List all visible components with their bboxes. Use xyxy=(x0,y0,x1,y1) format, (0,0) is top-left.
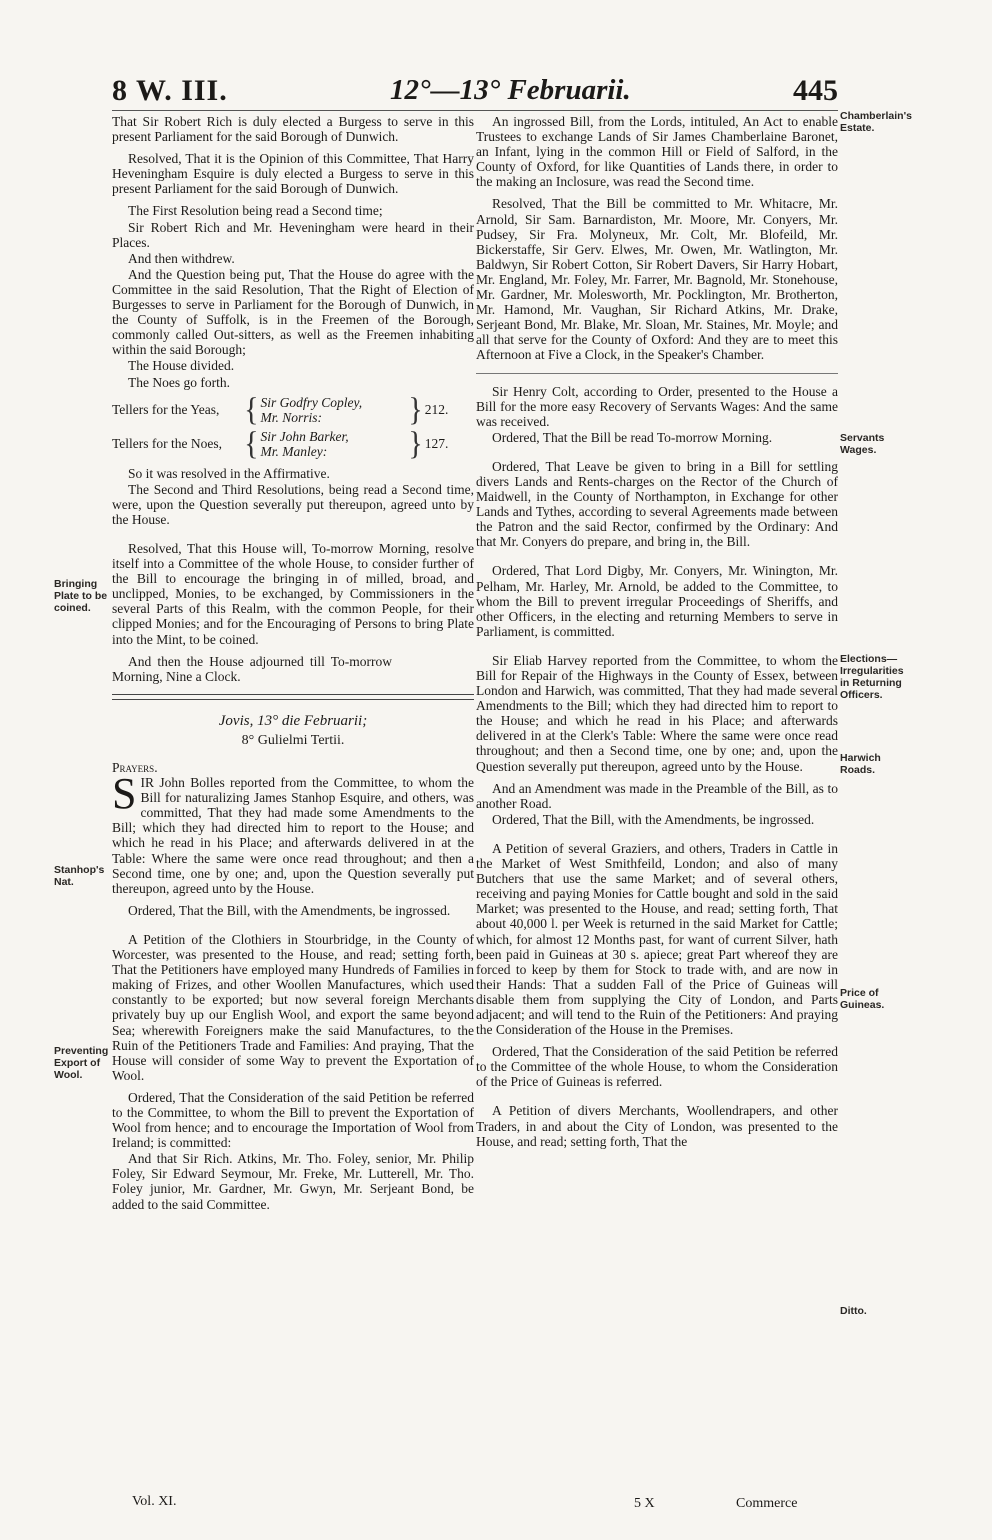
paragraph: So it was resolved in the Affirmative. xyxy=(128,465,330,481)
paragraph: Resolved, That the Bill be committed to Mr. Whitacre, Mr. Arnold, Sir Sam. Barnardiston, Mr. Moore, Mr. Conyers, Mr. Pudsey, Sir Fra. Molyneux, Mr. Colt, Mr. Blofeild, Mr. Bickerstaffe, Sir Gerv. Elwes, Mr. Owen, Mr. Watlington, Mr. Baldwyn, Sir Robert Cotton, Sir Robert Davers, Sir Harry Hobart, Mr. England, Mr. Foley, Mr. Farrer, Mr. Bagnold, Mr. Stonehouse, Mr. Gardner, Mr. Molesworth, Mr. Pocklington, Mr. Brotherton, Mr. Hamond, Mr. Vaughan, Sir Richard Atkins, Mr. Drake, Serjeant Bond, Mr. Blake, Mr. Sloan, Mr. Staines, Mr. Moyle; and all that serve for the County of Oxford: And they are to meet this Afternoon at Five a Clock, in the Speaker's Chamber. xyxy=(476,196,838,363)
margin-note: Stanhop's Nat. xyxy=(54,864,105,888)
margin-note: Harwich Roads. xyxy=(840,752,881,776)
paragraph: Ordered, That the Consideration of the said Petition be referred to the Committee of the whole House, to whom the Consideration of the Price of Guineas is referred. xyxy=(476,1044,838,1090)
vote-count: 127. xyxy=(424,436,449,452)
margin-note: Price of Guineas. xyxy=(840,987,885,1011)
paragraph: And that Sir Rich. Atkins, Mr. Tho. Foley, senior, Mr. Philip Foley, Sir Edward Seymour, Mr. Freke, Mr. Lutterell, Mr. Tho. Foley junior, Mr. Gardner, Mr. Gwyn, Mr. Serjeant Bond, be added to the said Committee. xyxy=(112,1151,474,1212)
paragraph: Resolved, That this House will, To-morrow Morning, resolve itself into a Committee of the whole House, to consider further of the Bill to encourage the bringing in of milled, broad, and unclipped, Monies, to be exchanged, by Commissioners in the several Parts of this Realm, with the common People, for their clipped Monies; and for the Encouraging of Persons to bring Plate into the Mint, to be coined. xyxy=(112,540,474,647)
paragraph-text: IR John Bolles reported from the Committee, to whom the Bill for naturalizing James Stanhop Esquire, and others, was committed, That they had made some Amendments to the Bill; which they had directed him to report to the House; and which he read in his Place; and afterwards delivered in at the Table: Where the same were once read throughout; and then a Second time, one by one; and, upon the Question severally put thereupon, agreed unto by the House. xyxy=(112,775,474,896)
paragraph: Sir Henry Colt, according to Order, presented to the House a Bill for the more easy Recovery of Servants Wages: And the same was received. xyxy=(476,383,838,429)
paragraph: Ordered, That the Bill, with the Amendments, be ingrossed. xyxy=(128,902,451,918)
paragraph: A Petition of several Graziers, and others, Traders in Cattle in the Market of West Smithfeild, London; and also of many Butchers that use the same Market; and of several others, receiving and paying Monies for Cattle bought and sold in the said Market; was presented to the House, and read; setting forth, That about 40,000 l. per Week is returned in the said Market for Cattle; which, for almost 12 Months past, for want of current Silver, hath been paid in Guineas at 30 s. apiece; great Part whereof they are forced to keep by them for Stock to trade with, and are now in their Hands: That a sudden Fall of the Price of Guineas will disable them from supplying the City of London, and Parts adjacent; and will tend to the Ruin of the Petitioners: And praying the Consideration of the House in the Premises. xyxy=(476,840,838,1038)
brace-icon: { xyxy=(244,424,259,462)
teller-name: Mr. Norris: xyxy=(260,409,322,425)
margin-note: Ditto. xyxy=(840,1305,867,1317)
paragraph: Ordered, That the Consideration of the said Petition be referred to the Committee, to whom the Bill to prevent the Exportation of Wool from hence; and to encourage the Importation of Wool from Ireland; is committed: xyxy=(112,1089,474,1151)
teller-names xyxy=(260,395,406,425)
paragraph: A Petition of the Clothiers in Stourbridge, in the County of Worcester, was presented to the House, and read; setting forth, That the Petitioners have employed many Hundreds of Families in making of Frizes, and other Woollen Manufactures, which used constantly to be exported; but now several foreign Merchants privately buy up our English Wool, and export the same beyond Sea; wherewith Foreigners make the said Manufactures, to the Ruin of the Petitioners Trade and Families: And praying, That the House will consider of some Way to prevent the Exportation of Wool. xyxy=(112,931,474,1083)
paragraph: Ordered, That the Bill, with the Amendments, be ingrossed. xyxy=(492,811,815,827)
margin-note: Chamberlain's Estate. xyxy=(840,110,912,134)
teller-name: Mr. Manley: xyxy=(260,443,328,459)
section-divider xyxy=(112,694,474,700)
paragraph: Sir Robert Rich and Mr. Heveningham were heard in their Places. xyxy=(112,219,474,250)
paragraph: The First Resolution being read a Second time; xyxy=(128,203,383,219)
paragraph: Ordered, That Lord Digby, Mr. Conyers, Mr. Winington, Mr. Pelham, Mr. Harley, Mr. Arnold, be added to the Committee, to whom the Bill to prevent irregular Proceedings of Sheriffs, and other Officers, in the electing and returning Members to serve in Parliament, is committed. xyxy=(476,563,838,639)
adjournment: And then the House adjourned till To-morrow Morning, Nine a Clock. xyxy=(112,653,392,684)
page-number: 445 xyxy=(793,74,838,107)
drop-cap: S xyxy=(112,769,137,819)
paragraph: Resolved, That it is the Opinion of this Committee, That Harry Heveningham Esquire is duly elected a Burgess to serve in this present Parliament for the said Borough of Dunwich. xyxy=(112,151,474,197)
paragraph: Ordered, That Leave be given to bring in a Bill for settling divers Lands and Rents-charges on the Rector of the Church of Maidwell, in the County of Northampton, in Exchange for other Lands and Tythes, according to several Agreements made between the Patron and the said Rector, confirmed by the Ordinary: And that Mr. Conyers do prepare, and bring in, the Bill. xyxy=(476,458,838,550)
paragraph: And then withdrew. xyxy=(128,250,235,266)
tellers-noes xyxy=(112,424,474,462)
margin-note: Servants Wages. xyxy=(840,432,885,456)
catchword: Commerce xyxy=(736,1496,798,1511)
divider xyxy=(476,373,838,374)
left-column xyxy=(112,114,474,1213)
paragraph: A Petition of divers Merchants, Woollendrapers, and other Traders, in and about the City of London, was presented to the House, and read; setting forth, That the xyxy=(476,1103,838,1149)
header-rule xyxy=(112,110,838,111)
teller-names xyxy=(260,429,406,459)
tellers-label: Tellers for the Noes, xyxy=(112,436,223,452)
right-column xyxy=(476,114,838,1156)
paragraph: Ordered, That the Bill be read To-morrow Morning. xyxy=(492,429,773,445)
volume-number: Vol. XI. xyxy=(132,1494,177,1509)
paragraph: The Noes go forth. xyxy=(128,374,230,390)
paragraph: That Sir Robert Rich is duly elected a Burgess to serve in this present Parliament for the said Borough of Dunwich. xyxy=(112,114,474,145)
brace-icon: } xyxy=(408,424,423,462)
tellers-yeas xyxy=(112,390,474,428)
paragraph: An ingrossed Bill, from the Lords, intituled, An Act to enable Trustees to exchange Lands of Sir James Chamberlaine Baronet, an Infant, lying in the common Hill or Field of Salford, in the County of Oxford, for like Quantities of Lands there, in order to the making an Inclosure, was read the Second time. xyxy=(476,114,838,190)
paragraph xyxy=(112,769,474,896)
regnal-heading: 8° Gulielmi Tertii. xyxy=(241,732,345,748)
margin-note: Preventing Export of Wool. xyxy=(54,1045,109,1081)
paragraph: And the Question being put, That the House do agree with the Committee in the said Resolution, That the Right of Election of Burgesses to serve in Parliament for the Borough of Dunwich, in the County of Suffolk, is in the Freemen of the Borough, commonly called Out-sitters, as well as the Freemen inhabiting within the said Borough; xyxy=(112,266,474,358)
date-heading: 12°—13° Februarii. xyxy=(390,74,631,106)
regnal-year-heading: 8 W. III. xyxy=(112,74,228,107)
paragraph: And an Amendment was made in the Preamble of the Bill, as to another Road. xyxy=(476,780,838,811)
brace-icon: { xyxy=(244,390,259,428)
paragraph: The House divided. xyxy=(128,358,235,374)
tellers-division xyxy=(112,390,474,462)
vote-count: 212. xyxy=(424,402,449,418)
brace-icon: } xyxy=(408,390,423,428)
prayers-label: Prayers. xyxy=(112,760,158,775)
margin-note: Bringing Plate to be coined. xyxy=(54,578,108,614)
running-header xyxy=(112,74,838,114)
tellers-label: Tellers for the Yeas, xyxy=(112,402,220,418)
signature-mark: 5 X xyxy=(634,1496,655,1511)
margin-note: Elections—Irregularities in Returning Officers. xyxy=(840,653,904,701)
teller-name: Sir John Barker, xyxy=(260,428,349,444)
paragraph: Sir Eliab Harvey reported from the Committee, to whom the Bill for Repair of the Highways in the County of Essex, between London and Harwich, was committed, That they had made several Amendments to the Bill; which they had directed him to report to the House; and which he read in his Place; and afterwards delivered in at the Clerk's Table: Where the same were once read throughout; and then a Second time, one by one; and, upon the Question severally put thereupon, agreed unto by the House. xyxy=(476,652,838,774)
paragraph: The Second and Third Resolutions, being read a Second time, were, upon the Question severally put thereupon, agreed unto by the House. xyxy=(112,481,474,527)
day-heading: Jovis, 13° die Februarii; xyxy=(218,712,368,729)
teller-name: Sir Godfry Copley, xyxy=(260,394,363,410)
